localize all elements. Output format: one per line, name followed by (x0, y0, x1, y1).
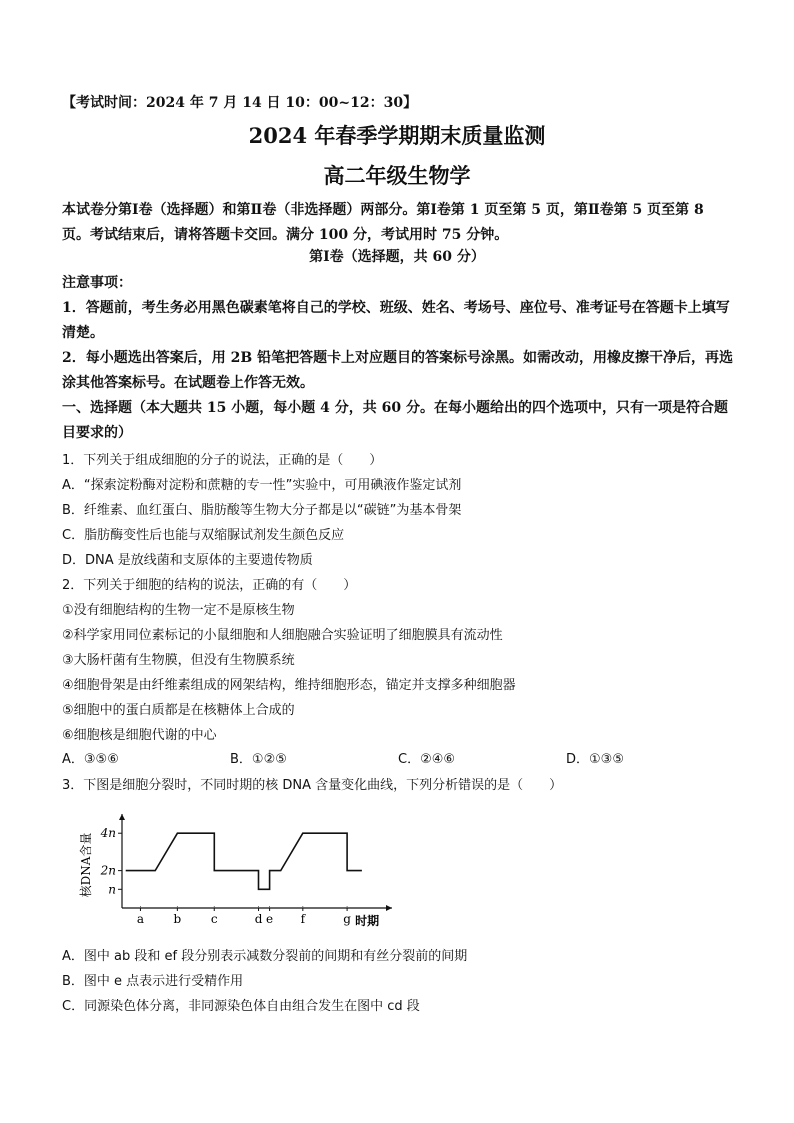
question-3-option-a: A．图中 ab 段和 ef 段分别表示减数分裂前的间期和有丝分裂前的间期 (62, 949, 468, 964)
chart-x-axis-label: 时期 (355, 914, 380, 928)
chart-x-tick-label: a (136, 912, 145, 926)
question-2-statement: ⑤细胞中的蛋白质都是在核糖体上合成的 (62, 703, 295, 718)
exam-title: 2024 年春季学期期末质量监测 (248, 123, 546, 148)
question-3-option-c: C．同源染色体分离，非同源染色体自由组合发生在图中 cd 段 (62, 999, 420, 1014)
chart-x-tick-label: f (300, 912, 306, 926)
chart-x-tick-label: g (343, 912, 351, 926)
chart-series-line (126, 833, 362, 889)
chart-x-tick-label: e (266, 912, 274, 926)
question-3-stem: 3．下图是细胞分裂时，不同时期的核 DNA 含量变化曲线，下列分析错误的是（ ） (62, 778, 563, 793)
dna-content-chart (78, 810, 398, 930)
question-2-stem: 2．下列关于细胞的结构的说法，正确的有（ ） (62, 578, 357, 593)
chart-y-tick-label: 4n (100, 826, 116, 841)
question-1-option-d: D．DNA 是放线菌和支原体的主要遗传物质 (62, 553, 313, 568)
exam-subtitle: 高二年级生物学 (323, 163, 471, 188)
question-2-statement: ①没有细胞结构的生物一定不是原核生物 (62, 603, 295, 618)
notes-heading: 注意事项： (62, 275, 132, 291)
question-2-statement: ②科学家用同位素标记的小鼠细胞和人细胞融合实验证明了细胞膜具有流动性 (62, 628, 503, 643)
note-item: 1．答题前，考生务必用黑色碳素笔将自己的学校、班级、姓名、考场号、座位号、准考证号在答题卡上填写清楚。 (62, 300, 730, 341)
intro-paragraph: 本试卷分第Ⅰ卷（选择题）和第Ⅱ卷（非选择题）两部分。第Ⅰ卷第 1 页至第 5 页，第Ⅱ卷第 5 页至第 8 页。考试结束后，请将答题卡交回。满分 100 分，考试用时 75 分钟。 (62, 202, 704, 243)
question-1-option-c: C．脂肪酶变性后也能与双缩脲试剂发生颜色反应 (62, 528, 345, 543)
question-2-statement: ⑥细胞核是细胞代谢的中心 (62, 728, 217, 743)
exam-time: 【考试时间：2024 年 7 月 14 日 10：00~12：30】 (62, 95, 418, 111)
question-1-option-a: A．“探索淀粉酶对淀粉和蔗糖的专一性”实验中，可用碘液作鉴定试剂 (62, 478, 462, 493)
question-2-option-a: A．③⑤⑥ (62, 752, 119, 767)
note-item: 2．每小题选出答案后，用 2B 铅笔把答题卡上对应题目的答案标号涂黑。如需改动，用橡皮擦干净后，再选涂其他答案标号。在试题卷上作答无效。 (62, 350, 734, 391)
chart-x-tick-label: d (254, 912, 263, 926)
question-1-option-b: B．纤维素、血红蛋白、脂肪酸等生物大分子都是以“碳链”为基本骨架 (62, 503, 462, 518)
question-2-option-b: B．①②⑤ (230, 752, 287, 767)
chart-x-arrow (386, 905, 392, 911)
question-2-statement: ③大肠杆菌有生物膜，但没有生物膜系统 (62, 653, 295, 668)
part1-heading: 一、选择题（本大题共 15 小题，每小题 4 分，共 60 分。在每小题给出的四个选项中，只有一项是符合题目要求的） (62, 400, 728, 441)
chart-y-tick-label: 2n (100, 863, 116, 878)
chart-y-axis-label: 核DNA含量 (79, 832, 93, 898)
chart-x-tick-label: b (173, 912, 182, 926)
question-3-option-b: B．图中 e 点表示进行受精作用 (62, 974, 244, 989)
chart-x-tick-label: c (210, 912, 218, 926)
question-2-option-d: D．①③⑤ (566, 752, 624, 767)
question-2-statement: ④细胞骨架是由纤维素组成的网架结构，维持细胞形态，锚定并支撑多种细胞器 (62, 678, 516, 693)
chart-y-tick-label: n (108, 882, 116, 897)
chart-y-arrow (119, 814, 125, 820)
question-1-stem: 1．下列关于组成细胞的分子的说法，正确的是（ ） (62, 453, 383, 468)
question-2-option-c: C．②④⑥ (398, 752, 456, 767)
section-title: 第Ⅰ卷（选择题，共 60 分） (309, 249, 485, 265)
